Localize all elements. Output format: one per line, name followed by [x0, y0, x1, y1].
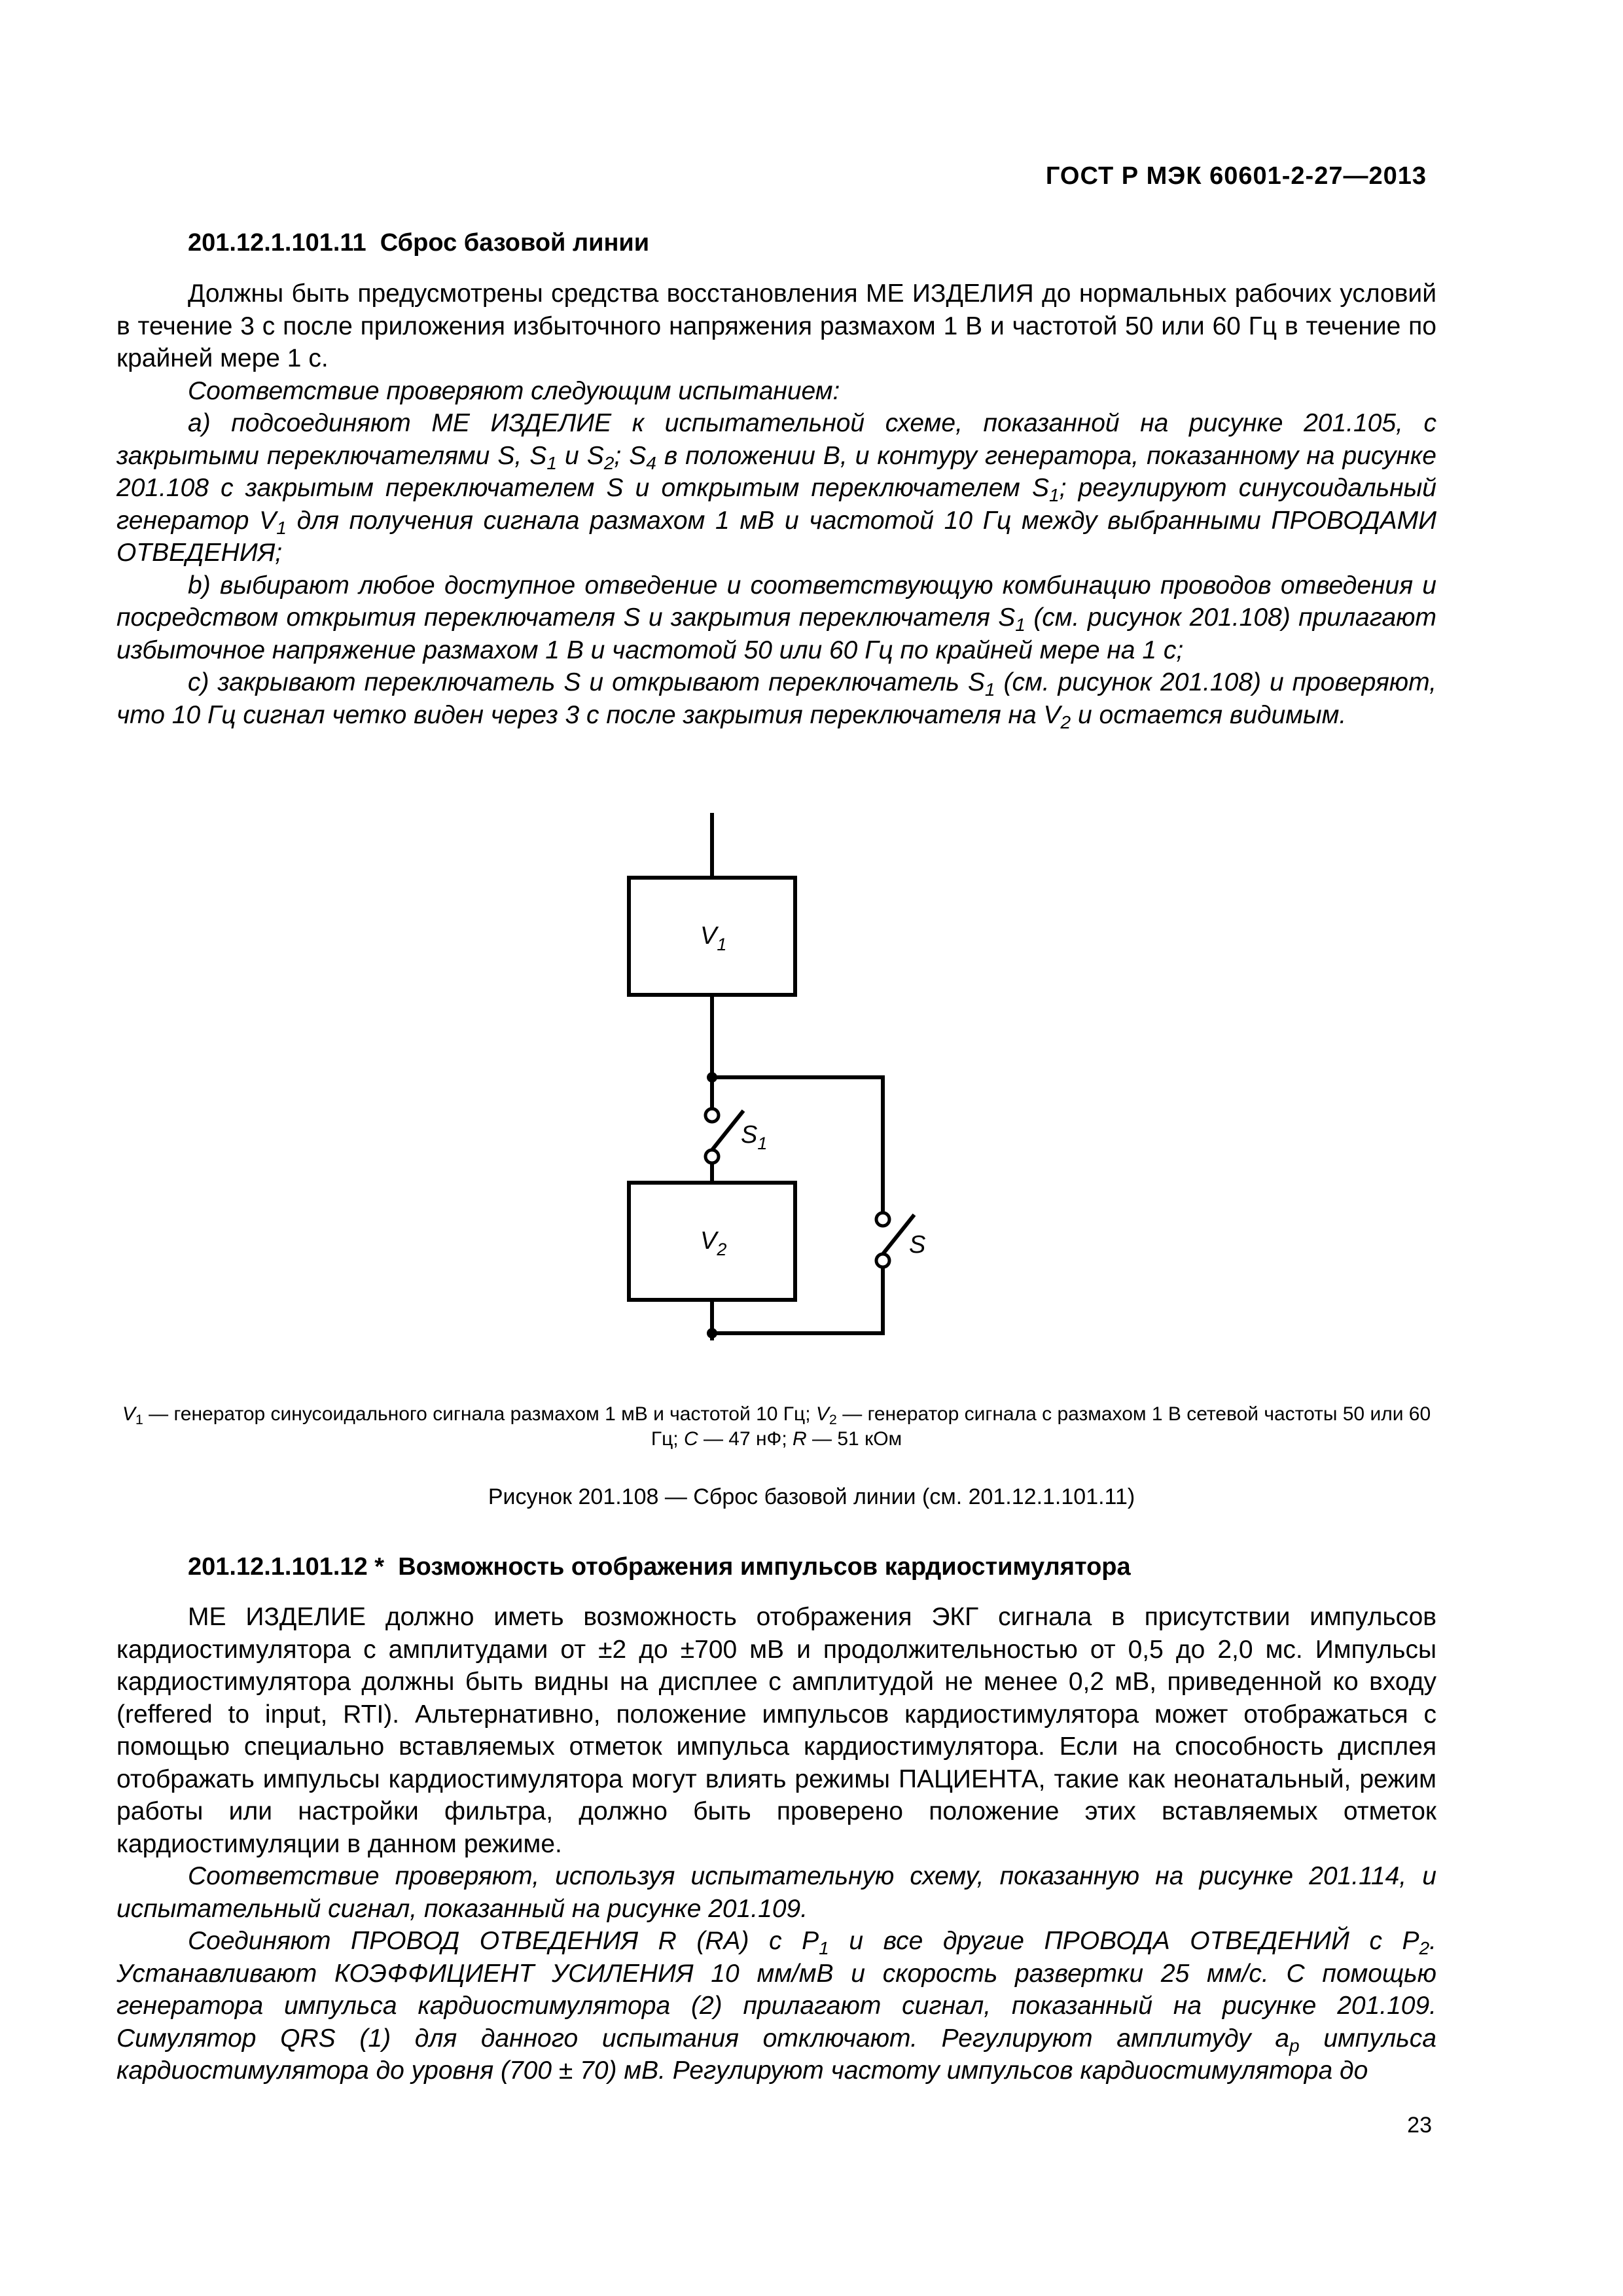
section-number: 201.12.1.101.11 [188, 229, 366, 257]
section-number: 201.12.1.101.12 * [188, 1553, 385, 1581]
switch-s-top-contact [876, 1213, 889, 1226]
section-body [116, 1601, 1436, 2087]
wire-bypass-branch [712, 1077, 883, 1213]
figure-caption: Рисунок 201.108 — Сброс базовой линии (см. 201.12.1.101.11) [488, 1484, 1135, 1509]
switch-s1-top-contact [705, 1109, 719, 1122]
switch-s1-bottom-contact [705, 1150, 719, 1163]
page-number: 23 [1407, 2113, 1432, 2138]
switch-s1-label: $S_1$ [741, 1121, 768, 1153]
section-title: Сброс базовой линии [380, 229, 650, 257]
switch-s-label: S [909, 1231, 926, 1259]
switch-s-bottom-contact [876, 1254, 889, 1267]
switch-s1-blade [712, 1111, 743, 1150]
test-step-c: c) закрывают переключатель S и открывают переключатель $S_1$ (см. рисунок 201.108) и проверяют, что 10 Гц сигнал четко виден через 3 с после закрытия переключателя на $V_2$ и остается видимым. [116, 668, 1436, 732]
test-step-a: a) подсоединяют МЕ ИЗДЕЛИЕ к испытательной схеме, показанной на рисунке 201.105, с закрытыми переключателями S, $S_1$ и $S_2$; $S_4$ в положении B, и контуру генератора, показанному на рисунке 201.108 с закрытым переключателем S и открытым переключателем $S_1$; регулируют синусоидальный генератор $V_1$ для получения сигнала размахом 1 мВ и частотой 10 Гц между выбранными ПРОВОДАМИ ОТВЕДЕНИЯ; [116, 409, 1437, 567]
compliance-statement: Соответствие проверяют, используя испытательную схему, показанную на рисунке 201.114, и испытательный сигнал, показанный на рисунке 201.109. [116, 1862, 1436, 1923]
junction-dot-bottom [707, 1328, 717, 1338]
document-header: ГОСТ Р МЭК 60601-2-27—2013 [1045, 162, 1427, 190]
block-v2-label: $V_2$ [700, 1227, 727, 1259]
test-step-b: b) выбирают любое доступное отведение и соответствующую комбинацию проводов отведения и посредством открытия переключателя S и закрытия переключателя $S_1$ (см. рисунок 201.108) прилагают избыточное напряжение размахом 1 В и частотой 50 или 60 Гц по крайней мере на 1 с; [116, 571, 1436, 664]
junction-dot-top [707, 1072, 717, 1083]
section-title: Возможность отображения импульсов кардиостимулятора [398, 1553, 1131, 1581]
compliance-statement: Соответствие проверяют следующим испытанием: [188, 376, 840, 405]
test-procedure: Соединяют ПРОВОД ОТВЕДЕНИЯ R (RA) с $P_1$ и все другие ПРОВОДА ОТВЕДЕНИЙ с $P_2$. Устанавливают КОЭФФИЦИЕНТ УСИЛЕНИЯ 10 мм/мВ и скорость развертки 25 мм/с. С помощью генератора импульса кардиостимулятора (2) прилагают сигнал, показанный на рисунке 201.109. Симулятор QRS (1) для данного испытания отключают. Регулируют амплитуду $a_p$ импульса кардиостимулятора до уровня (700 ± 70) мВ. Регулируют частоту импульсов кардиостимулятора до [116, 1927, 1436, 2085]
requirement-paragraph: МЕ ИЗДЕЛИЕ должно иметь возможность отображения ЭКГ сигнала в присутствии импульсов кардиостимулятора с амплитудами от ±2 до ±700 мВ и продолжительностью от 0,5 до 2,0 мс. Импульсы кардиостимулятора должны быть видны на дисплее с амплитудой не менее 0,2 мВ, приведенной ко входу (reffered to input, RTI). Альтернативно, положение импульсов кардиостимулятора может отображаться с помощью специально вставляемых отметок импульса кардиостимулятора. Если на способность дисплея отображать импульсы кардиостимулятора могут влиять режимы ПАЦИЕНТА, такие как неонатальный, режим работы или настройки фильтра, должно быть проверено положение этих вставляемых отметок кардиостимуляции в данном режиме. [116, 1603, 1436, 1858]
section-heading-pacemaker-display [188, 1553, 1131, 1581]
figure-legend: $V_1$ — генератор синусоидального сигнала размахом 1 мВ и частотой 10 Гц; $V_2$ — генератор сигнала с размахом 1 В сетевой частоты 50 или 60 Гц; C — 47 нФ; R — 51 кОм [122, 1403, 1431, 1450]
block-v1-label: $V_1$ [700, 922, 727, 954]
requirement-paragraph: Должны быть предусмотрены средства восстановления МЕ ИЗДЕЛИЯ до нормальных рабочих условий в течение 3 с после приложения избыточного напряжения размахом 1 В и частотой 50 или 60 Гц в течение по крайней мере 1 с. [116, 279, 1436, 372]
